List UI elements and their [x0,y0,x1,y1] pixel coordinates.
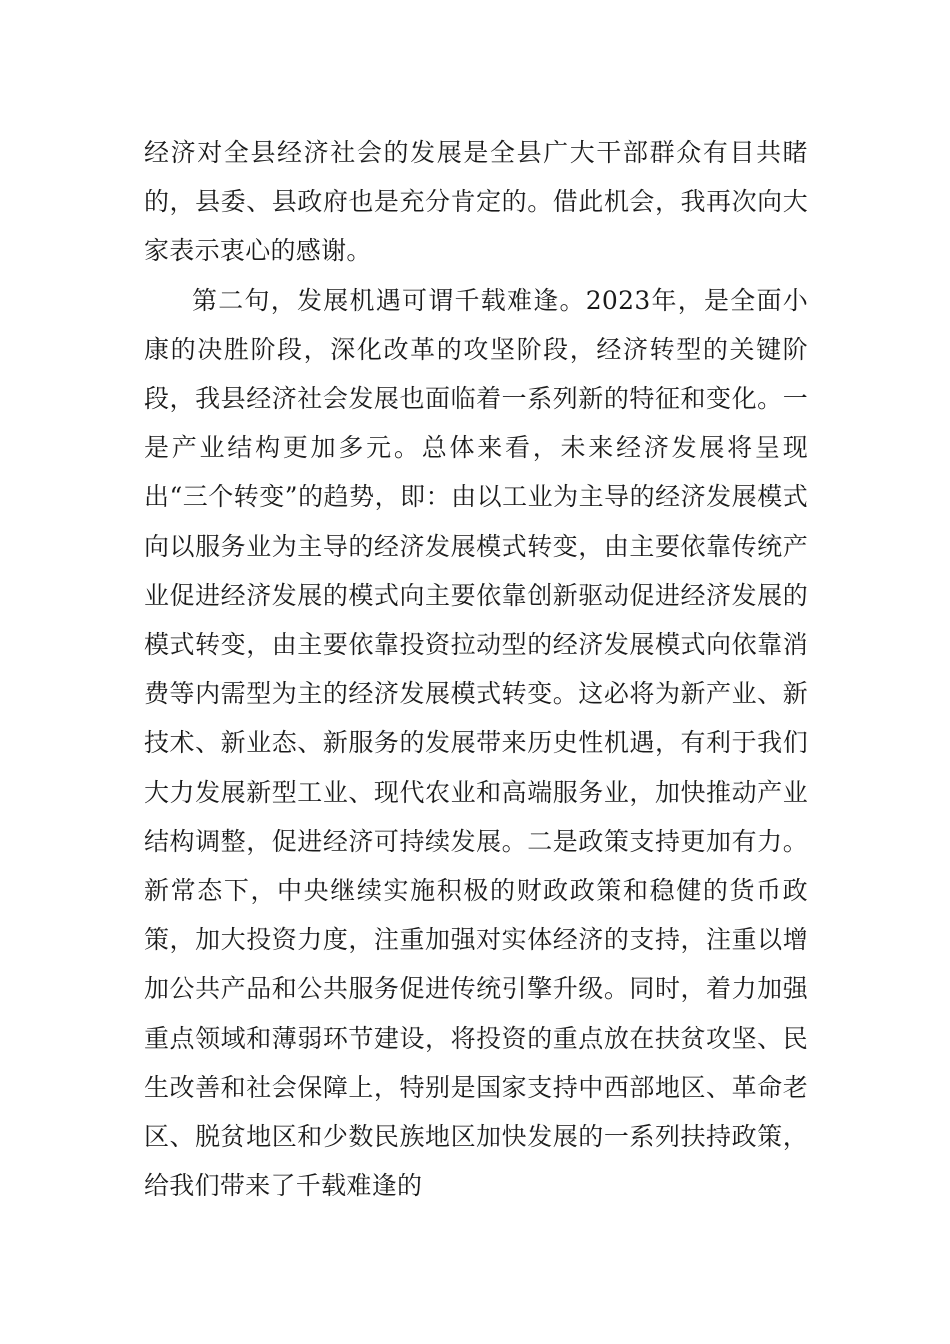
paragraph-second-point: 第二句，发展机遇可谓千载难逢。2023年，是全面小康的决胜阶段，深化改革的攻坚阶段，经济转型的关键阶段，我县经济社会发展也面临着一系列新的特征和变化。一是产业结构更加多元。总体来看，未来经济发展将呈现出“三个转变”的趋势，即：由以工业为主导的经济发展模式向以服务业为主导的经济发展模式转变，由主要依靠传统产业促进经济发展的模式向主要依靠创新驱动促进经济发展的模式转变，由主要依靠投资拉动型的经济发展模式向依靠消费等内需型为主的经济发展模式转变。这必将为新产业、新技术、新业态、新服务的发展带来历史性机遇，有利于我们大力发展新型工业、现代农业和高端服务业，加快推动产业结构调整，促进经济可持续发展。二是政策支持更加有力。新常态下，中央继续实施积极的财政政策和稳健的货币政策，加大投资力度，注重加强对实体经济的支持，注重以增加公共产品和公共服务促进传统引擎升级。同时，着力加强重点领域和薄弱环节建设，将投资的重点放在扶贫攻坚、民生改善和社会保障上，特别是国家支持中西部地区、革命老区、脱贫地区和少数民族地区加快发展的一系列扶持政策，给我们带来了千载难逢的 [144,285,808,1201]
paragraph-continuation: 经济对全县经济社会的发展是全县广大干部群众有目共睹的，县委、县政府也是充分肯定的。借此机会，我再次向大家表示衷心的感谢。 [144,138,808,266]
body-text [144,128,808,1210]
